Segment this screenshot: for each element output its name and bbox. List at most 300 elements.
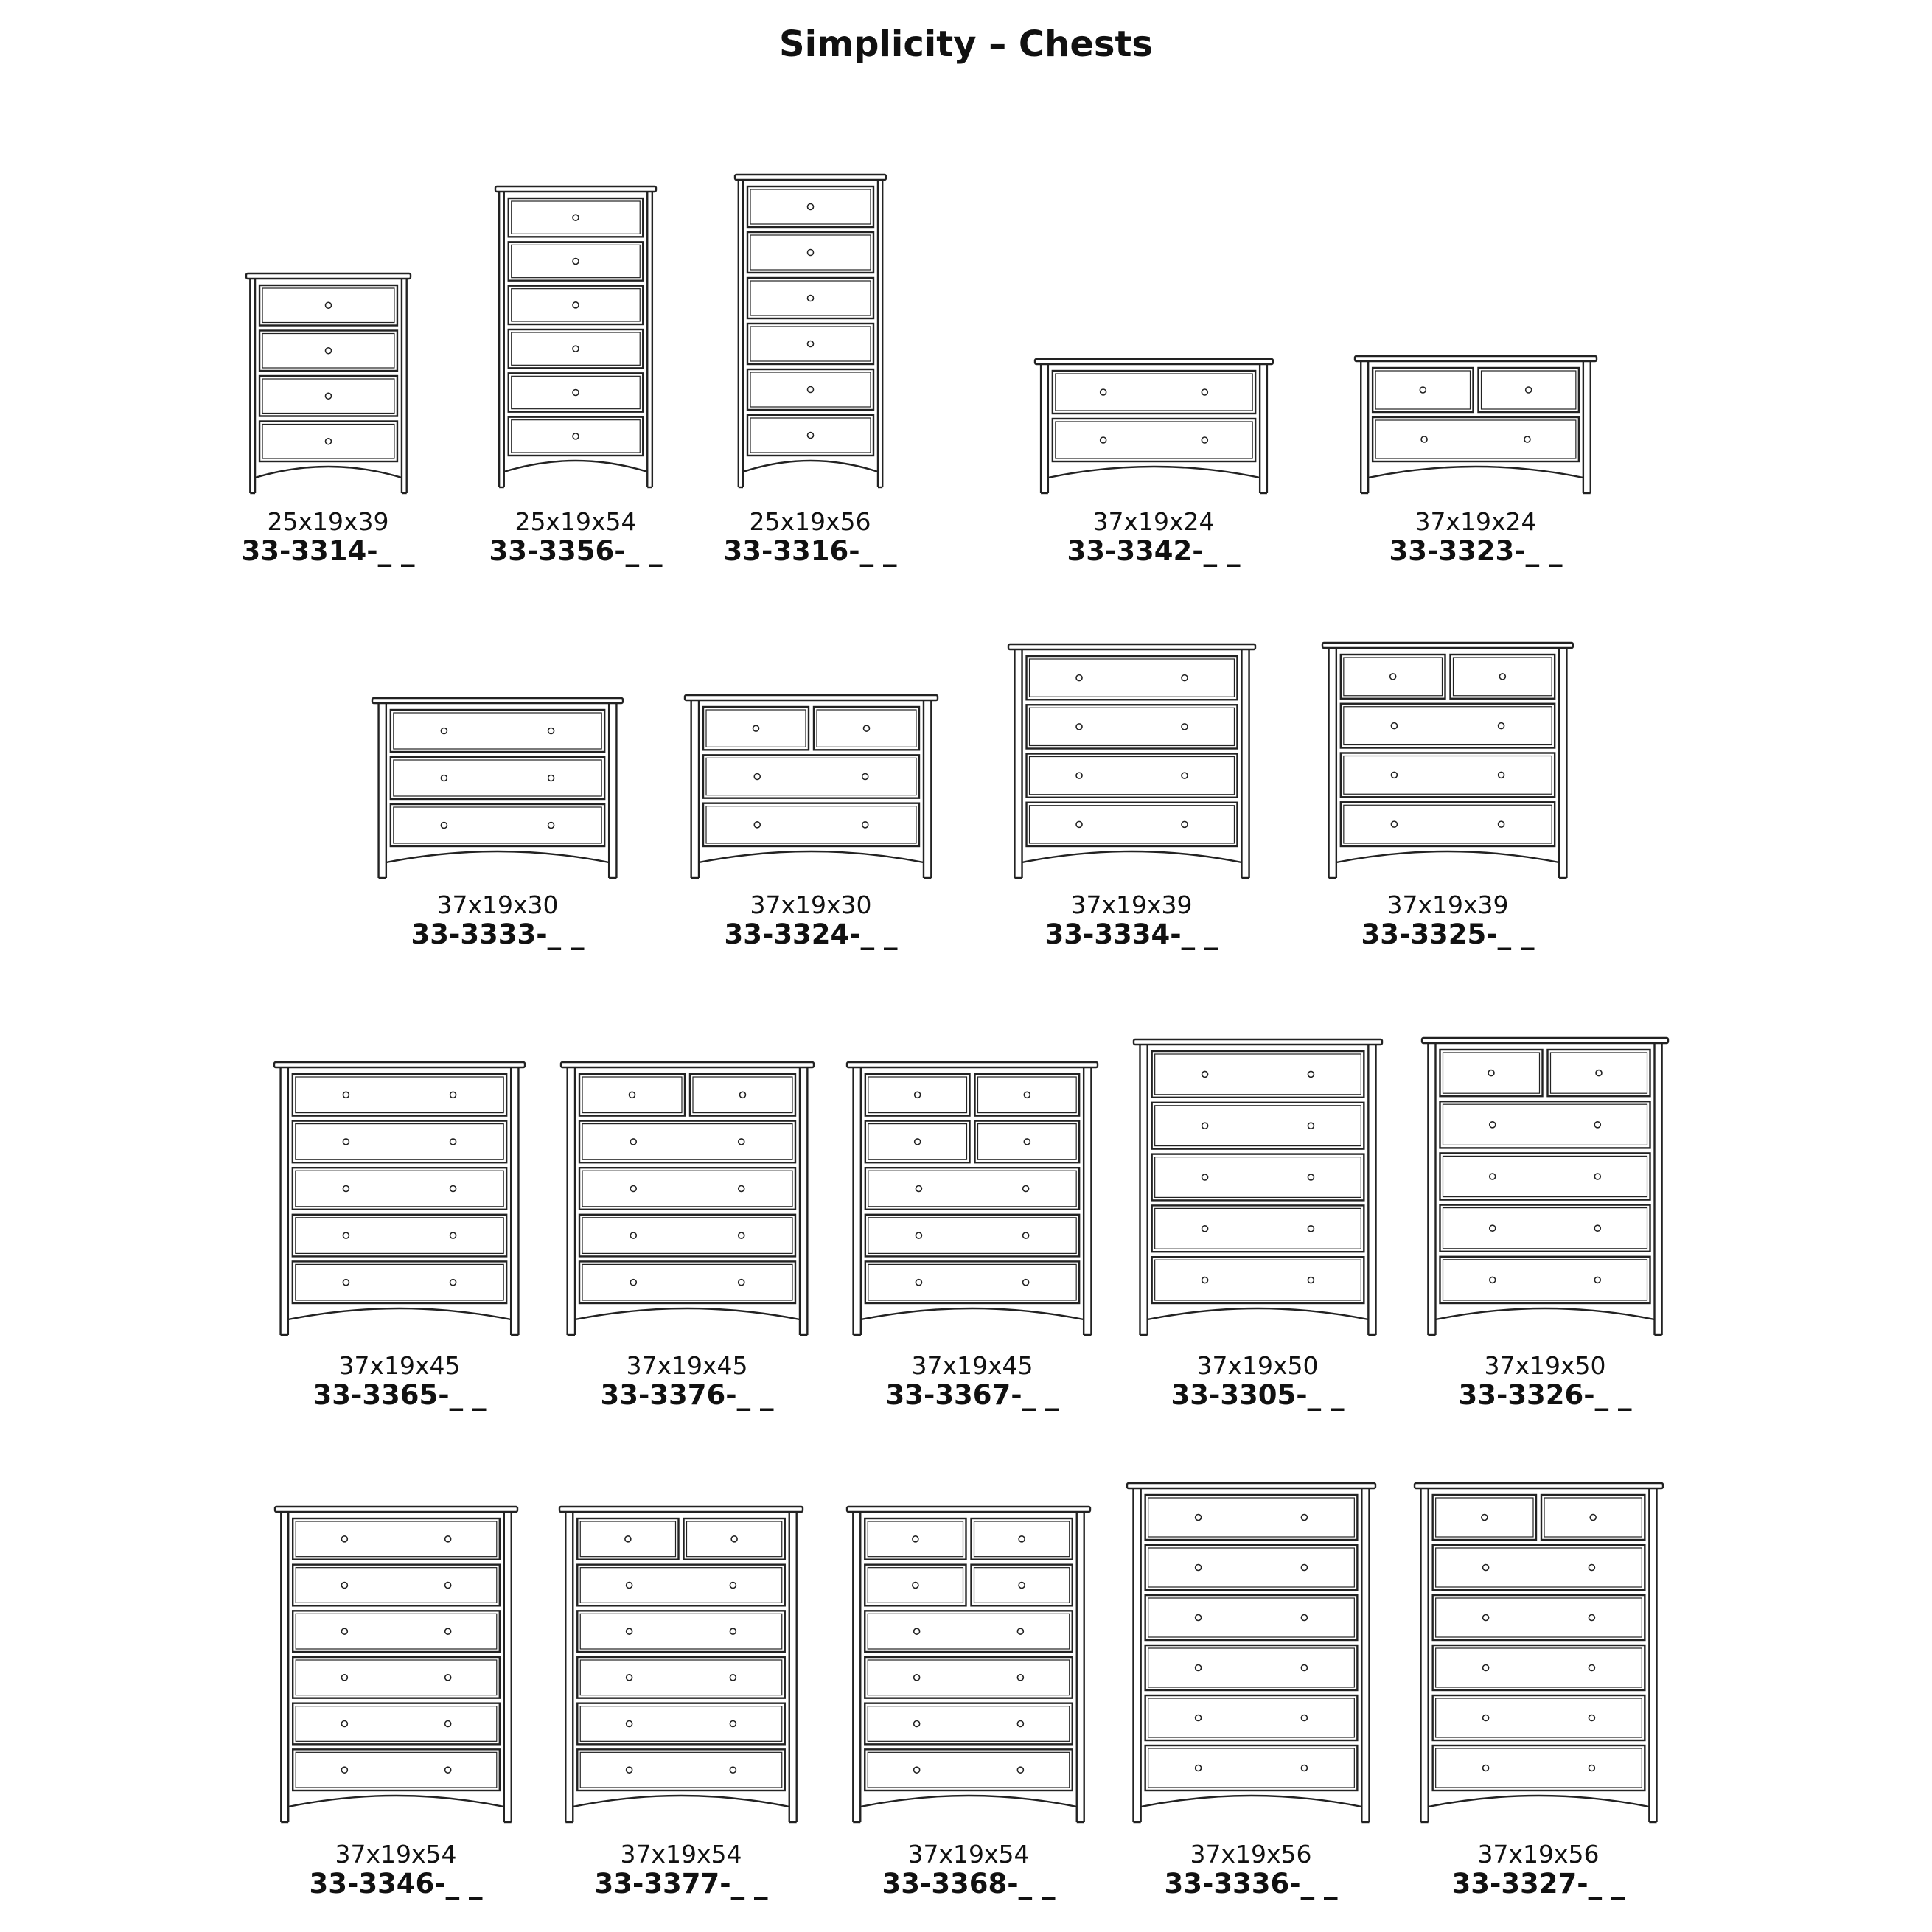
knob-icon xyxy=(629,1092,635,1098)
knob-icon xyxy=(1482,1665,1488,1671)
knob-icon xyxy=(1301,1515,1307,1521)
drawer-front xyxy=(259,376,397,416)
drawer-front xyxy=(293,1565,500,1606)
product-dimensions: 37x19x54 xyxy=(335,1840,457,1869)
arched-apron xyxy=(504,461,647,472)
knob-icon xyxy=(1490,1122,1496,1128)
drawer-panel xyxy=(1443,1104,1647,1145)
knob-icon xyxy=(913,1583,918,1589)
product-sku: 33-3365-_ _ xyxy=(313,1379,487,1411)
knob-icon xyxy=(916,1280,921,1286)
knob-icon xyxy=(1202,389,1207,395)
knob-icon xyxy=(1482,1715,1488,1721)
drawer-front xyxy=(577,1518,678,1560)
drawer-front xyxy=(1548,1050,1650,1096)
arched-apron xyxy=(573,1796,789,1807)
knob-icon xyxy=(1017,1721,1023,1727)
drawer-panel xyxy=(868,1171,1076,1207)
chest-drawing xyxy=(273,1061,526,1336)
drawer-panel xyxy=(868,1521,963,1557)
chest-drawing xyxy=(1126,1482,1376,1823)
drawer-front xyxy=(1440,1205,1650,1252)
knob-icon xyxy=(1526,387,1532,393)
drawer-panel xyxy=(1154,1208,1361,1249)
knob-icon xyxy=(1195,1515,1201,1521)
knob-icon xyxy=(1195,1565,1201,1571)
knob-icon xyxy=(444,1583,450,1589)
product-caption xyxy=(532,1351,842,1410)
knob-icon xyxy=(444,1675,450,1681)
drawer-panel xyxy=(706,806,916,843)
arched-apron xyxy=(1368,467,1583,478)
drawer-panel xyxy=(1551,1053,1647,1093)
knob-icon xyxy=(450,1280,456,1286)
knob-icon xyxy=(1308,1174,1314,1180)
arched-apron xyxy=(1435,1308,1654,1319)
knob-icon xyxy=(1181,821,1187,827)
knob-icon xyxy=(1594,1174,1600,1179)
knob-icon xyxy=(913,1536,918,1542)
knob-icon xyxy=(731,1536,737,1542)
drawer-front xyxy=(1341,655,1445,699)
chest-drawing xyxy=(846,1061,1098,1336)
drawer-front xyxy=(391,757,604,799)
drawer-panel xyxy=(1443,1156,1647,1196)
knob-icon xyxy=(1589,1765,1594,1771)
drawer-panel xyxy=(512,332,640,365)
knob-icon xyxy=(730,1675,736,1681)
knob-icon xyxy=(548,823,554,829)
drawer-front xyxy=(865,1749,1072,1790)
product-caption xyxy=(656,890,966,949)
drawer-panel xyxy=(868,1077,967,1113)
product-caption xyxy=(526,1840,836,1899)
knob-icon xyxy=(738,1186,744,1192)
knob-icon xyxy=(1024,1139,1030,1145)
product-sku: 33-3342-_ _ xyxy=(1067,535,1241,567)
product-caption xyxy=(1103,1351,1412,1410)
knob-icon xyxy=(627,1628,632,1634)
product-dimensions: 37x19x39 xyxy=(1070,890,1193,919)
drawer-front xyxy=(293,1657,500,1698)
drawer-front xyxy=(259,285,397,326)
chest-drawing xyxy=(1034,358,1274,494)
knob-icon xyxy=(754,774,760,780)
knob-icon xyxy=(548,775,554,781)
drawer-front xyxy=(1341,753,1555,798)
knob-icon xyxy=(807,341,813,347)
product-sku: 33-3356-_ _ xyxy=(489,535,663,567)
knob-icon xyxy=(1202,437,1207,443)
drawer-panel xyxy=(1154,1157,1361,1198)
drawer-front xyxy=(975,1074,1080,1116)
product-dimensions: 37x19x56 xyxy=(1190,1840,1312,1869)
chest-drawing xyxy=(1322,642,1574,879)
drawer-front xyxy=(577,1611,784,1652)
knob-icon xyxy=(630,1186,636,1192)
drawer-panel xyxy=(296,1171,503,1207)
drawer-front xyxy=(865,1657,1072,1698)
product-sku: 33-3336-_ _ xyxy=(1164,1868,1338,1900)
arched-apron xyxy=(1428,1796,1649,1807)
knob-icon xyxy=(738,1232,744,1238)
drawer-panel xyxy=(687,1521,782,1557)
drawer-front xyxy=(1440,1101,1650,1148)
chest-top xyxy=(1322,643,1573,648)
knob-icon xyxy=(1017,1675,1023,1681)
chest-top xyxy=(1355,356,1597,361)
knob-icon xyxy=(441,823,447,829)
drawer-front xyxy=(1432,1746,1645,1790)
knob-icon xyxy=(1524,436,1530,442)
drawer-panel xyxy=(974,1568,1070,1603)
drawer-panel xyxy=(394,760,601,796)
product-sku: 33-3377-_ _ xyxy=(594,1868,768,1900)
knob-icon xyxy=(1023,1186,1029,1192)
drawer-panel xyxy=(868,1124,967,1160)
drawer-front xyxy=(509,242,643,280)
arched-apron xyxy=(386,851,609,862)
product-caption xyxy=(1096,1840,1406,1899)
knob-icon xyxy=(914,1628,920,1634)
drawer-front xyxy=(259,331,397,372)
product-caption xyxy=(817,1351,1127,1410)
knob-icon xyxy=(862,774,868,780)
drawer-front xyxy=(509,373,643,411)
drawer-front xyxy=(1432,1645,1645,1690)
knob-icon xyxy=(1024,1092,1030,1098)
knob-icon xyxy=(1076,773,1082,778)
drawer-panel xyxy=(1435,1748,1642,1788)
drawer-front xyxy=(690,1074,795,1116)
drawer-panel xyxy=(750,281,871,315)
drawer-panel xyxy=(750,327,871,361)
drawer-front xyxy=(1151,1154,1364,1201)
drawer-panel xyxy=(296,1264,503,1300)
product-sku: 33-3323-_ _ xyxy=(1389,535,1563,567)
drawer-front xyxy=(747,324,873,364)
chest-drawing xyxy=(734,174,887,488)
drawer-front xyxy=(1479,368,1579,412)
drawer-panel xyxy=(1344,756,1552,795)
drawer-panel xyxy=(296,1218,503,1254)
product-dimensions: 37x19x24 xyxy=(1092,507,1215,536)
drawer-panel xyxy=(296,1614,497,1649)
drawer-front xyxy=(1432,1695,1645,1740)
knob-icon xyxy=(444,1767,450,1773)
product-caption xyxy=(655,507,965,566)
drawer-front xyxy=(1145,1495,1357,1540)
drawer-front xyxy=(865,1518,966,1560)
chest-drawing xyxy=(245,273,411,494)
knob-icon xyxy=(627,1583,632,1589)
knob-icon xyxy=(1589,1665,1594,1671)
drawer-front xyxy=(703,803,919,846)
drawer-front xyxy=(509,417,643,456)
product-caption xyxy=(1390,1351,1700,1410)
drawer-panel xyxy=(512,376,640,408)
drawer-panel xyxy=(750,372,871,407)
product-caption xyxy=(1293,890,1603,949)
knob-icon xyxy=(1420,387,1426,393)
drawer-front xyxy=(1151,1205,1364,1252)
drawer-panel xyxy=(750,189,871,224)
drawer-front xyxy=(1341,704,1555,748)
drawer-front xyxy=(579,1121,795,1163)
drawer-front xyxy=(579,1261,795,1303)
chest-top xyxy=(274,1062,525,1067)
drawer-front xyxy=(1026,705,1237,748)
knob-icon xyxy=(1390,674,1396,680)
drawer-front xyxy=(577,1749,784,1790)
knob-icon xyxy=(1421,436,1427,442)
knob-icon xyxy=(738,1139,744,1145)
product-dimensions: 37x19x50 xyxy=(1196,1351,1319,1380)
drawer-front xyxy=(577,1703,784,1745)
drawer-front xyxy=(1440,1257,1650,1303)
drawer-panel xyxy=(512,289,640,321)
drawer-panel xyxy=(1375,420,1576,458)
knob-icon xyxy=(341,1628,347,1634)
drawer-front xyxy=(972,1518,1073,1560)
knob-icon xyxy=(573,215,579,220)
knob-icon xyxy=(1589,1715,1594,1721)
drawer-panel xyxy=(1435,1598,1642,1637)
knob-icon xyxy=(630,1139,636,1145)
knob-icon xyxy=(1100,437,1106,443)
knob-icon xyxy=(1490,1225,1496,1231)
knob-icon xyxy=(807,387,813,393)
drawer-front xyxy=(747,415,873,456)
drawer-front xyxy=(1052,419,1255,461)
drawer-panel xyxy=(296,1752,497,1788)
knob-icon xyxy=(730,1721,736,1727)
knob-icon xyxy=(630,1280,636,1286)
drawer-panel xyxy=(296,1706,497,1742)
knob-icon xyxy=(863,725,869,731)
drawer-front xyxy=(865,1074,970,1116)
product-caption xyxy=(343,890,652,949)
drawer-front xyxy=(684,1518,785,1560)
drawer-front xyxy=(1432,1495,1535,1540)
knob-icon xyxy=(1482,1565,1488,1571)
knob-icon xyxy=(548,728,554,734)
drawer-panel xyxy=(1154,1260,1361,1300)
knob-icon xyxy=(862,822,868,828)
drawer-front xyxy=(747,232,873,273)
drawer-panel xyxy=(868,1706,1069,1742)
knob-icon xyxy=(1594,1122,1600,1128)
knob-icon xyxy=(1308,1226,1314,1232)
knob-icon xyxy=(1490,1174,1496,1179)
product-sku: 33-3334-_ _ xyxy=(1045,918,1218,950)
drawer-front xyxy=(293,1074,506,1116)
drawer-front xyxy=(293,1518,500,1560)
drawer-panel xyxy=(1443,1053,1539,1093)
knob-icon xyxy=(343,1280,349,1286)
drawer-front xyxy=(975,1121,1080,1163)
drawer-panel xyxy=(1029,659,1234,697)
drawer-front xyxy=(1440,1153,1650,1199)
drawer-front xyxy=(703,707,809,750)
arched-apron xyxy=(575,1308,800,1319)
drawer-panel xyxy=(1055,422,1252,458)
knob-icon xyxy=(1195,1765,1201,1771)
knob-icon xyxy=(1181,675,1187,681)
knob-icon xyxy=(444,1628,450,1634)
knob-icon xyxy=(1499,723,1504,729)
drawer-front xyxy=(391,710,604,752)
knob-icon xyxy=(343,1186,349,1192)
drawer-front xyxy=(293,1611,500,1652)
chest-top xyxy=(372,698,623,703)
drawer-front xyxy=(703,755,919,798)
product-dimensions: 37x19x54 xyxy=(907,1840,1030,1869)
drawer-front xyxy=(293,1121,506,1163)
knob-icon xyxy=(625,1536,631,1542)
knob-icon xyxy=(1023,1232,1029,1238)
product-sku: 33-3376-_ _ xyxy=(600,1379,774,1411)
knob-icon xyxy=(441,775,447,781)
knob-icon xyxy=(1202,1174,1207,1180)
chest-drawing xyxy=(1008,644,1256,879)
knob-icon xyxy=(1594,1277,1600,1283)
drawer-front xyxy=(865,1168,1079,1210)
knob-icon xyxy=(1499,674,1505,680)
chest-top xyxy=(275,1507,517,1512)
knob-icon xyxy=(627,1767,632,1773)
knob-icon xyxy=(730,1767,736,1773)
knob-icon xyxy=(1481,1515,1487,1521)
drawer-front xyxy=(814,707,919,750)
knob-icon xyxy=(341,1675,347,1681)
knob-icon xyxy=(915,1092,921,1098)
product-dimensions: 37x19x39 xyxy=(1387,890,1509,919)
knob-icon xyxy=(573,346,579,352)
product-caption xyxy=(999,507,1308,566)
drawer-front xyxy=(865,1703,1072,1745)
drawer-panel xyxy=(262,425,394,459)
drawer-panel xyxy=(582,1124,792,1160)
drawer-front xyxy=(577,1657,784,1698)
chest-top xyxy=(847,1507,1090,1512)
knob-icon xyxy=(573,302,579,308)
knob-icon xyxy=(630,1232,636,1238)
knob-icon xyxy=(1076,724,1082,730)
drawer-front xyxy=(1145,1695,1357,1740)
knob-icon xyxy=(1490,1277,1496,1283)
product-dimensions: 37x19x45 xyxy=(338,1351,461,1380)
drawer-front xyxy=(509,286,643,324)
product-dimensions: 37x19x54 xyxy=(620,1840,742,1869)
drawer-panel xyxy=(512,201,640,234)
drawer-front xyxy=(579,1168,795,1210)
knob-icon xyxy=(914,1767,920,1773)
drawer-panel xyxy=(1029,806,1234,843)
drawer-front xyxy=(509,198,643,237)
drawer-panel xyxy=(1148,1698,1354,1737)
knob-icon xyxy=(1589,1615,1594,1621)
drawer-panel xyxy=(1154,1054,1361,1095)
knob-icon xyxy=(1482,1615,1488,1621)
product-dimensions: 37x19x50 xyxy=(1484,1351,1606,1380)
drawer-panel xyxy=(1344,658,1443,696)
arched-apron xyxy=(699,851,924,862)
knob-icon xyxy=(1488,1070,1494,1076)
drawer-front xyxy=(1151,1103,1364,1149)
drawer-front xyxy=(972,1565,1073,1606)
drawer-front xyxy=(509,329,643,368)
drawer-front xyxy=(1541,1495,1645,1540)
drawer-front xyxy=(1341,802,1555,846)
chest-top xyxy=(559,1507,803,1512)
drawer-front xyxy=(579,1215,795,1257)
knob-icon xyxy=(1202,1226,1207,1232)
drawer-front xyxy=(1451,655,1555,699)
drawer-panel xyxy=(868,1568,963,1603)
product-dimensions: 37x19x45 xyxy=(911,1351,1033,1380)
knob-icon xyxy=(325,302,331,308)
knob-icon xyxy=(1301,1615,1307,1621)
knob-icon xyxy=(441,728,447,734)
knob-icon xyxy=(1019,1583,1025,1589)
drawer-panel xyxy=(1148,1548,1354,1587)
drawer-front xyxy=(579,1074,685,1116)
product-caption xyxy=(241,1840,551,1899)
drawer-panel xyxy=(974,1521,1070,1557)
drawer-panel xyxy=(580,1521,675,1557)
product-sku: 33-3305-_ _ xyxy=(1171,1379,1345,1411)
drawer-front xyxy=(1440,1050,1542,1096)
drawer-panel xyxy=(1435,1548,1642,1587)
drawer-panel xyxy=(1148,1598,1354,1637)
drawer-panel xyxy=(1435,1648,1642,1687)
drawer-front xyxy=(1151,1051,1364,1098)
chest-top xyxy=(1127,1483,1375,1488)
drawer-front xyxy=(747,369,873,410)
drawer-panel xyxy=(1482,371,1576,409)
arched-apron xyxy=(288,1796,504,1807)
chest-drawing xyxy=(684,694,938,879)
drawer-panel xyxy=(868,1264,1076,1300)
knob-icon xyxy=(1301,1765,1307,1771)
drawer-panel xyxy=(394,807,601,843)
knob-icon xyxy=(573,259,579,265)
drawer-panel xyxy=(582,1077,682,1113)
drawer-front xyxy=(391,804,604,846)
drawer-front xyxy=(1373,417,1579,461)
product-caption xyxy=(1321,507,1631,566)
drawer-panel xyxy=(296,1660,497,1695)
drawer-front xyxy=(1026,803,1237,846)
chest-drawing xyxy=(495,186,657,488)
arched-apron xyxy=(861,1308,1084,1319)
knob-icon xyxy=(1017,1767,1023,1773)
chest-drawing xyxy=(846,1506,1091,1823)
drawer-panel xyxy=(1375,371,1470,409)
chest-top xyxy=(561,1062,814,1067)
drawer-front xyxy=(1432,1545,1645,1590)
knob-icon xyxy=(1181,773,1187,778)
chest-drawing xyxy=(1354,355,1597,494)
product-sku: 33-3314-_ _ xyxy=(241,535,415,567)
knob-icon xyxy=(1017,1628,1023,1634)
arched-apron xyxy=(1022,851,1241,862)
knob-icon xyxy=(1181,724,1187,730)
knob-icon xyxy=(343,1092,349,1098)
drawer-panel xyxy=(1055,374,1252,411)
knob-icon xyxy=(730,1628,736,1634)
